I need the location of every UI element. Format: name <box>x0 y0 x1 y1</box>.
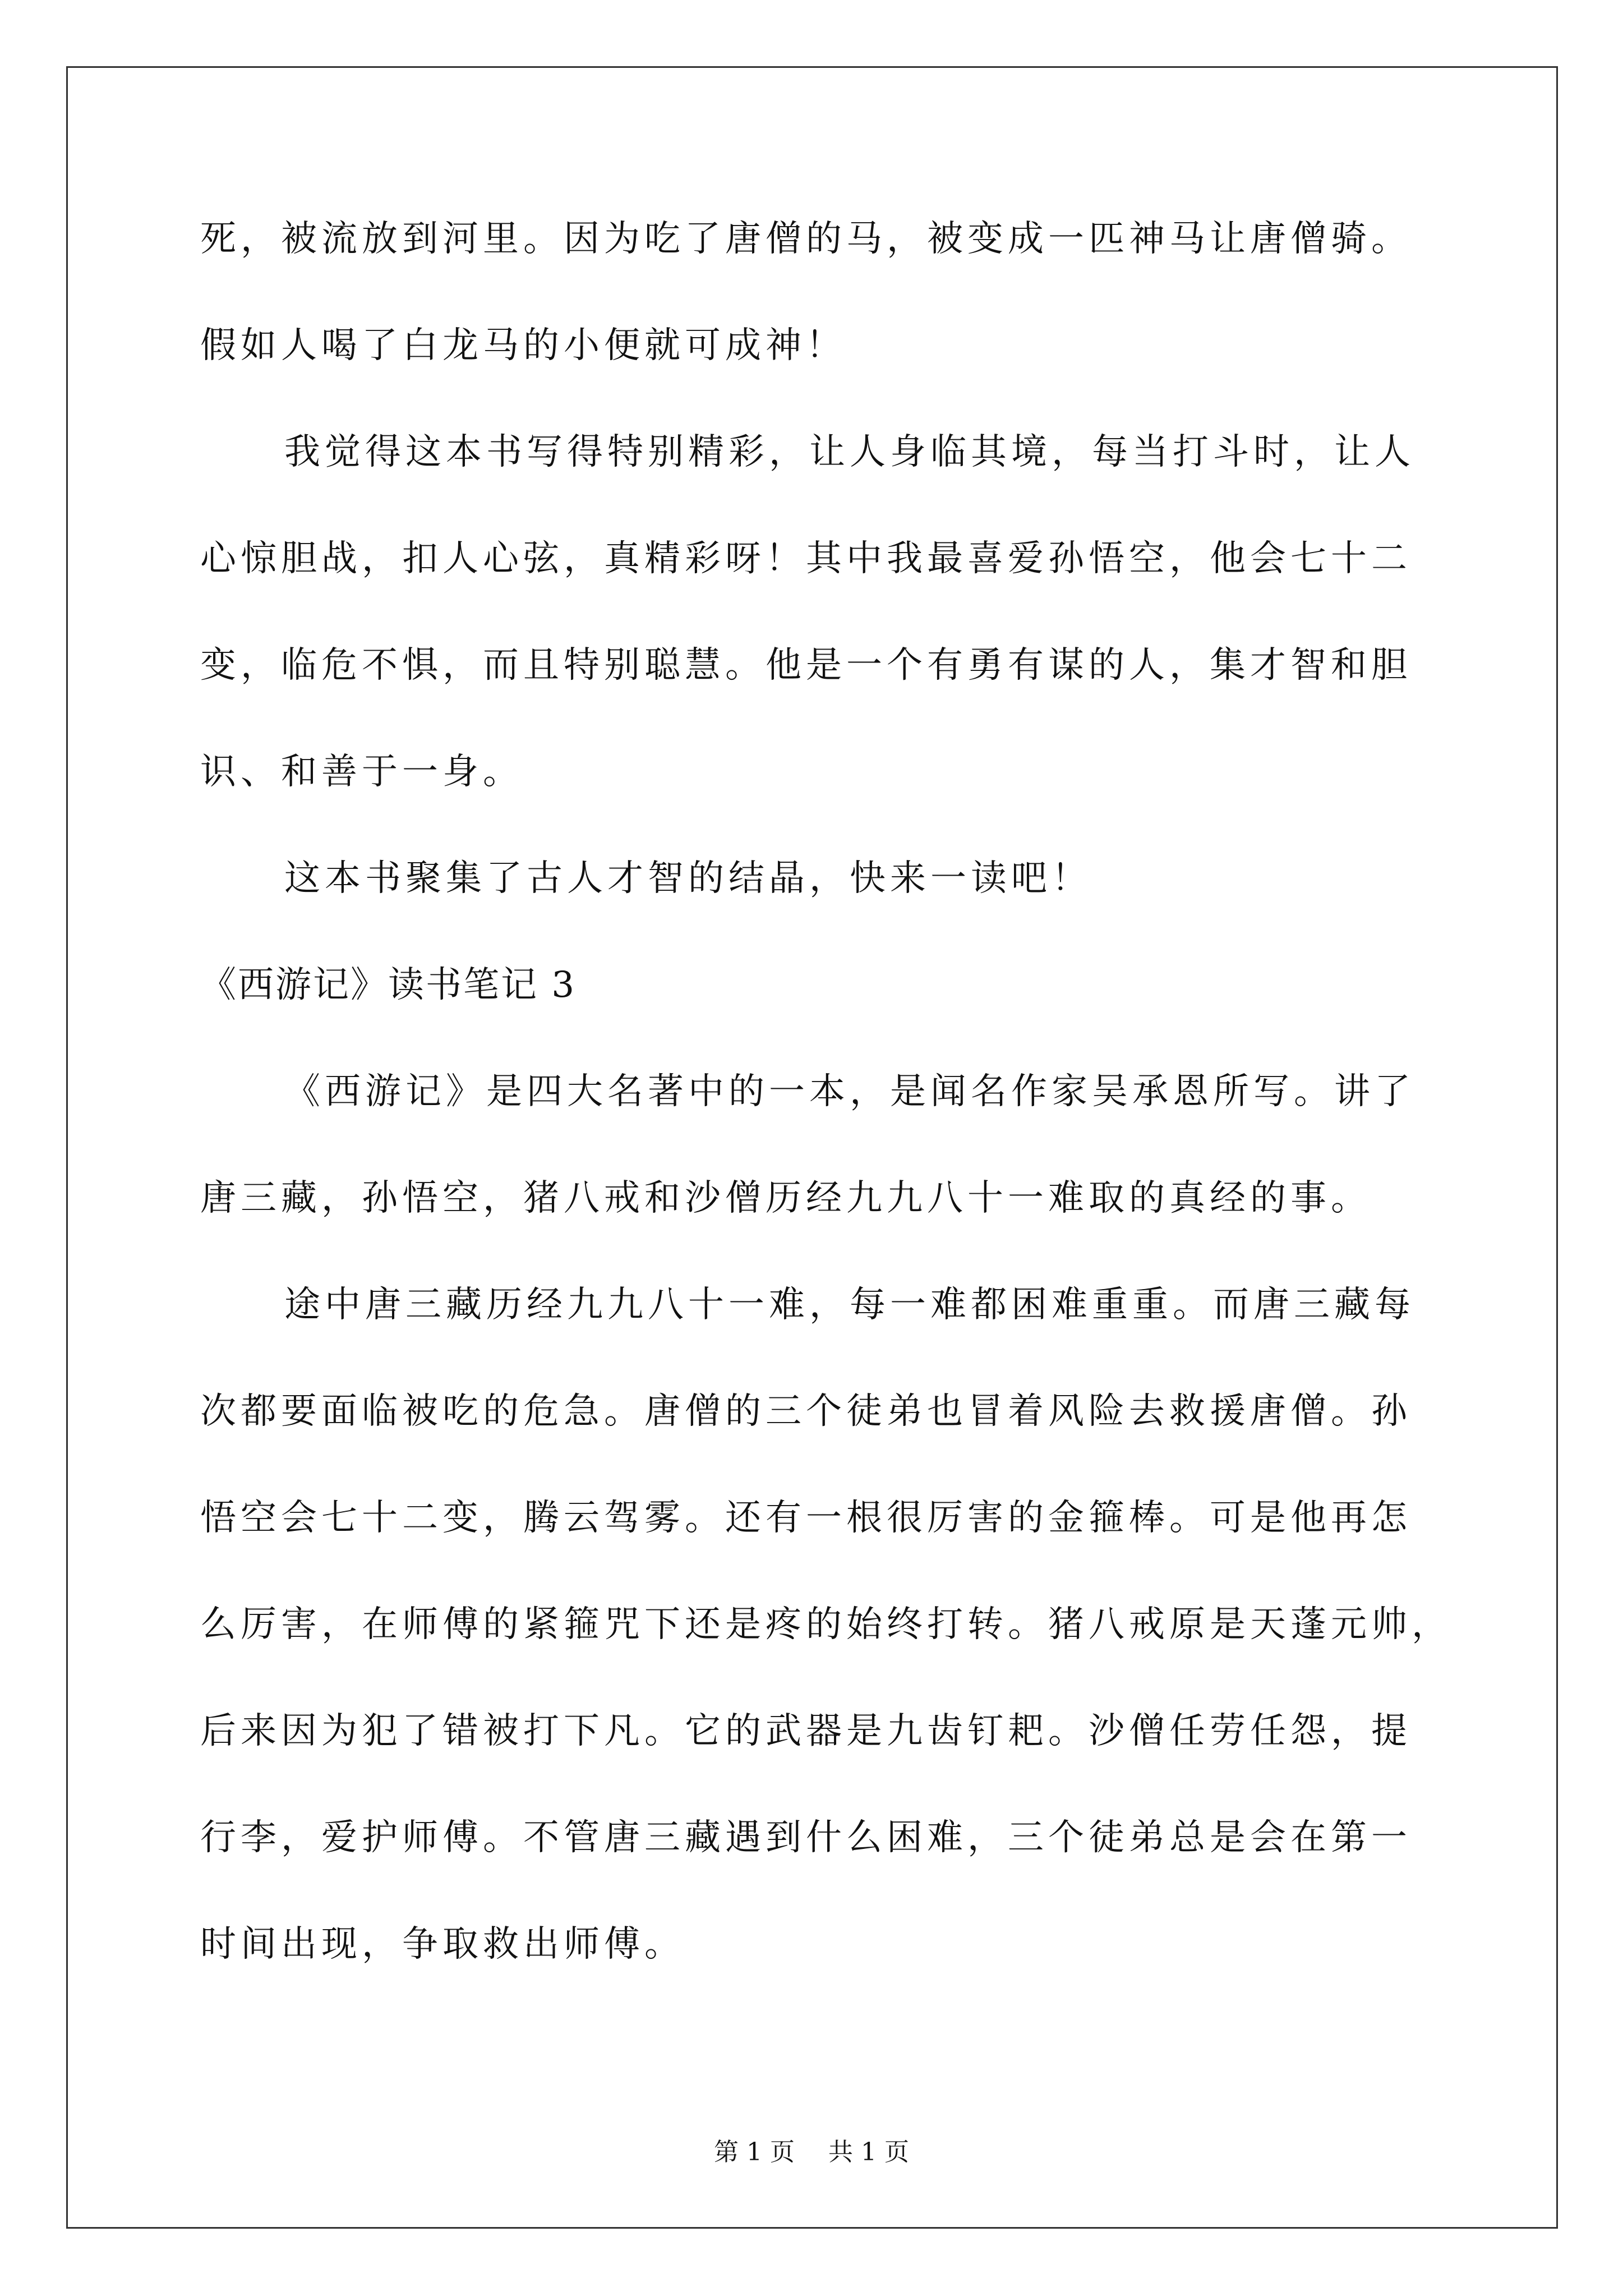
paragraph-start: 途中唐三藏历经九九八十一难，每一难都困难重重。而唐三藏每 <box>284 1284 1415 1326</box>
text-line: 唐三藏，孙悟空，猪八戒和沙僧历经九九八十一难取的真经的事。 <box>200 1177 1371 1219</box>
page-number: 第 1 页 <box>714 2138 795 2166</box>
text-line: 假如人喝了白龙马的小便就可成神！ <box>200 325 846 366</box>
text-line: 死，被流放到河里。因为吃了唐僧的马，被变成一匹神马让唐僧骑。 <box>200 218 1412 260</box>
paragraph-start: 我觉得这本书写得特别精彩，让人身临其境，每当打斗时，让人 <box>284 431 1415 473</box>
paragraph-start: 这本书聚集了古人才智的结晶，快来一读吧！ <box>284 858 1092 899</box>
text-line: 行李，爱护师傅。不管唐三藏遇到什么困难，三个徒弟总是会在第一 <box>200 1817 1412 1858</box>
page-total: 共 1 页 <box>828 2138 909 2166</box>
section-heading: 《西游记》读书笔记 3 <box>200 964 577 1006</box>
text-line: 变，临危不惧，而且特别聪慧。他是一个有勇有谋的人，集才智和胆 <box>200 645 1412 686</box>
text-line: 识、和善于一身。 <box>200 751 523 793</box>
text-line: 么厉害，在师傅的紧箍咒下还是疼的始终打转。猪八戒原是天蓬元帅， <box>200 1604 1452 1645</box>
text-line: 次都要面临被吃的危急。唐僧的三个徒弟也冒着风险去救援唐僧。孙 <box>200 1391 1412 1432</box>
document-body <box>200 211 1452 2023</box>
text-line: 心惊胆战，扣人心弦，真精彩呀！其中我最喜爱孙悟空，他会七十二 <box>200 538 1412 579</box>
text-line: 悟空会七十二变，腾云驾雾。还有一根很厉害的金箍棒。可是他再怎 <box>200 1497 1412 1539</box>
paragraph-start: 《西游记》是四大名著中的一本，是闻名作家吴承恩所写。讲了 <box>284 1071 1415 1112</box>
text-line: 后来因为犯了错被打下凡。它的武器是九齿钉耙。沙僧任劳任怨，提 <box>200 1710 1412 1752</box>
text-line: 时间出现，争取救出师傅。 <box>200 1924 685 1965</box>
page-footer <box>0 2132 1623 2168</box>
